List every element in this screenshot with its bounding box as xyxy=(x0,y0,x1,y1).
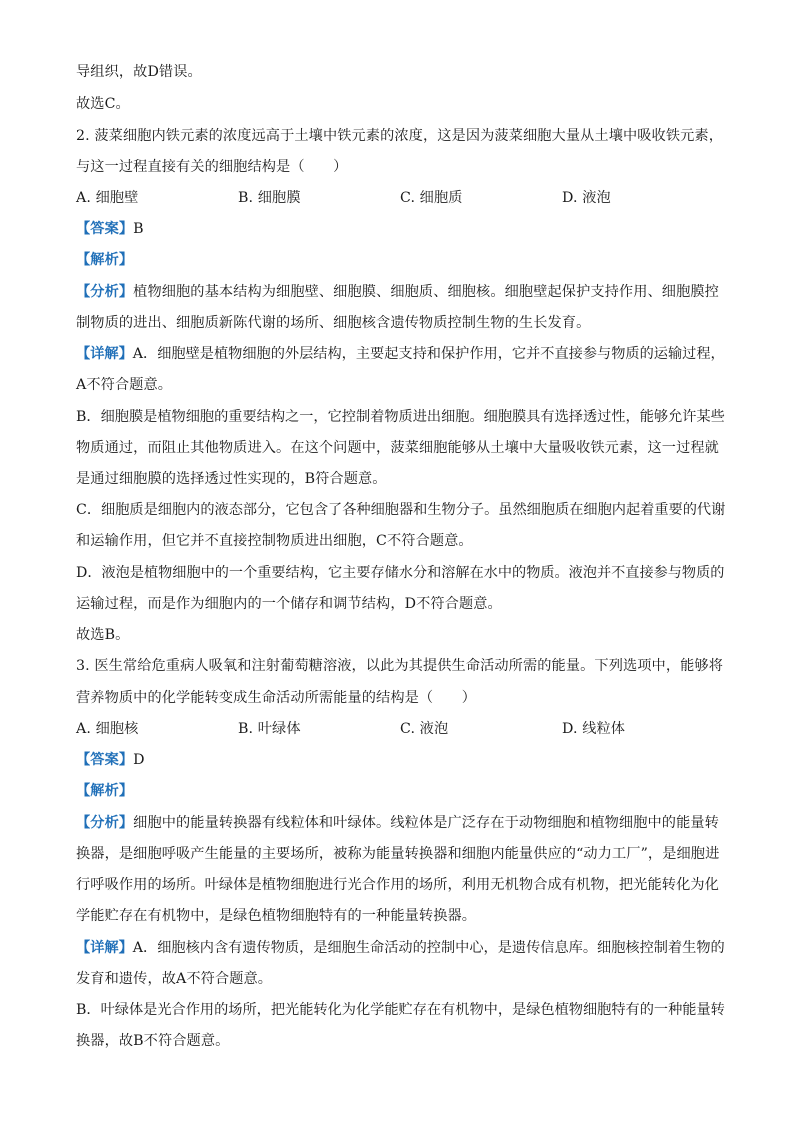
answer-value: D xyxy=(133,752,145,768)
text-line xyxy=(76,1031,724,1051)
line-text: 和运输作用，但它并不直接控制物质进出细胞，C不符合题意。 xyxy=(76,533,473,549)
line-text: 导组织，故D错误。 xyxy=(76,64,202,80)
line-text: 学能贮存在有机物中，是绿色植物细胞特有的一种能量转换器。 xyxy=(76,908,477,924)
line-text: 故选C。 xyxy=(76,96,130,112)
answer-value: B xyxy=(133,221,144,237)
line-text: A．细胞壁是植物细胞的外层结构，主要起支持和保护作用，它并不直接参与物质的运输过程， xyxy=(132,346,725,362)
line-text: D．液泡是植物细胞中的一个重要结构，它主要存储水分和溶解在水中的物质。液泡并不直接参与物质的 xyxy=(76,565,725,581)
line-text: 营养物质中的化学能转变成生命活动所需能量的结构是（ ） xyxy=(76,690,477,706)
line-text: A．细胞核内含有遗传物质，是细胞生命活动的控制中心，是遗传信息库。细胞核控制着生物的 xyxy=(132,940,725,956)
line-text: 制物质的进出、细胞质新陈代谢的场所、细胞核含遗传物质控制生物的生长发育。 xyxy=(76,315,591,331)
option-c: C. 细胞质 xyxy=(400,190,463,206)
text-line xyxy=(76,594,724,614)
line-text: 换器，是细胞呼吸产生能量的主要场所，被称为能量转换器和细胞内能量供应的“动力工厂”，是细胞进 xyxy=(76,846,720,862)
option-a: A. 细胞核 xyxy=(76,721,139,737)
text-line xyxy=(76,62,724,82)
question-2-stem xyxy=(76,157,724,177)
analysis-tag: 【解析】 xyxy=(76,252,134,268)
line-text: 细胞中的能量转换器有线粒体和叶绿体。线粒体是广泛存在于动物细胞和植物细胞中的能量转 xyxy=(133,815,719,831)
option-b: B. 细胞膜 xyxy=(238,190,301,206)
answer-line xyxy=(76,219,724,239)
text-line xyxy=(76,344,724,364)
question-3-stem xyxy=(76,656,724,676)
text-line xyxy=(76,313,724,333)
section-tag: 【分析】 xyxy=(76,815,134,831)
text-line xyxy=(76,282,724,302)
text-line xyxy=(76,500,724,520)
line-text: 2. 菠菜细胞内铁元素的浓度远高于土壤中铁元素的浓度，这是因为菠菜细胞大量从土壤中吸收铁元素， xyxy=(76,128,723,144)
analysis-tag: 【解析】 xyxy=(76,783,134,799)
line-text: 3. 医生常给危重病人吸氧和注射葡萄糖溶液，以此为其提供生命活动所需的能量。下列选项中，能够将 xyxy=(76,658,723,674)
line-text: 与这一过程直接有关的细胞结构是（ ） xyxy=(76,159,348,175)
line-text: 行呼吸作用的场所。叶绿体是植物细胞进行光合作用的场所，利用无机物合成有机物，把光能转化为化 xyxy=(76,877,719,893)
text-line xyxy=(76,844,724,864)
section-tag: 【详解】 xyxy=(76,940,133,956)
line-text: C．细胞质是细胞内的液态部分，它包含了各种细胞器和生物分子。虽然细胞质在细胞内起着重要的代谢 xyxy=(76,502,726,518)
line-text: 是通过细胞膜的选择透过性实现的，B符合题意。 xyxy=(76,471,387,487)
text-line xyxy=(76,531,724,551)
line-text: 物质通过，而阻止其他物质进入。在这个问题中，菠菜细胞能够从土壤中大量吸收铁元素，这一过程就 xyxy=(76,440,719,456)
section-tag: 【分析】 xyxy=(76,284,134,300)
line-text: B．叶绿体是光合作用的场所，把光能转化为化学能贮存在有机物中，是绿色植物细胞特有的一种能量转 xyxy=(76,1002,725,1018)
text-line xyxy=(76,813,724,833)
text-line xyxy=(76,969,724,989)
option-d: D. 线粒体 xyxy=(562,721,626,737)
option-b: B. 叶绿体 xyxy=(238,721,301,737)
answer-tag: 【答案】 xyxy=(76,752,134,768)
analysis-heading xyxy=(76,250,724,270)
option-c: C. 液泡 xyxy=(400,721,449,737)
text-line xyxy=(76,94,724,114)
answer-tag: 【答案】 xyxy=(76,221,134,237)
question-2-stem xyxy=(76,126,724,146)
option-d: D. 液泡 xyxy=(562,190,611,206)
text-line xyxy=(76,906,724,926)
line-text: 换器，故B不符合题意。 xyxy=(76,1033,230,1049)
text-line xyxy=(76,875,724,895)
analysis-heading xyxy=(76,781,724,801)
line-text: 运输过程，而是作为细胞内的一个储存和调节结构，D不符合题意。 xyxy=(76,596,502,612)
text-line xyxy=(76,375,724,395)
line-text: A不符合题意。 xyxy=(76,377,173,393)
text-line xyxy=(76,938,724,958)
line-text: 故选B。 xyxy=(76,627,130,643)
answer-line xyxy=(76,750,724,770)
line-text: 植物细胞的基本结构为细胞壁、细胞膜、细胞质、细胞核。细胞壁起保护支持作用、细胞膜控 xyxy=(133,284,719,300)
text-line xyxy=(76,1000,724,1020)
text-line xyxy=(76,563,724,583)
text-line xyxy=(76,438,724,458)
text-line xyxy=(76,407,724,427)
section-tag: 【详解】 xyxy=(76,346,133,362)
question-3-stem xyxy=(76,688,724,708)
line-text: 发育和遗传，故A不符合题意。 xyxy=(76,971,273,987)
text-line xyxy=(76,625,724,645)
text-line xyxy=(76,469,724,489)
line-text: B．细胞膜是植物细胞的重要结构之一，它控制着物质进出细胞。细胞膜具有选择透过性，能够允许某些 xyxy=(76,409,725,425)
option-a: A. 细胞壁 xyxy=(76,190,139,206)
